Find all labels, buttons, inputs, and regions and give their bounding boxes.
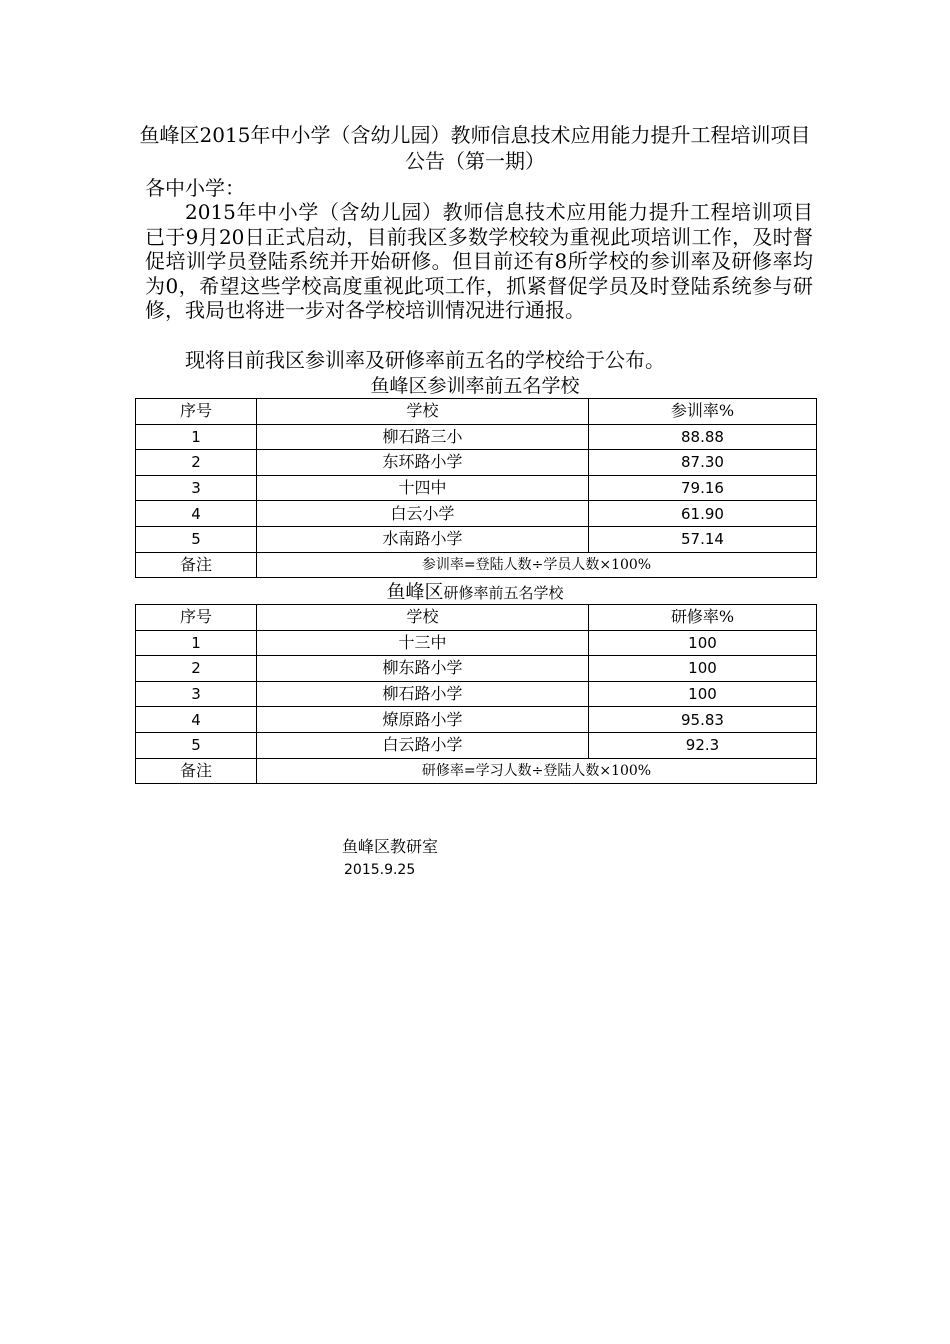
row-school: 柳石路三小 — [257, 424, 589, 450]
table-row — [136, 424, 817, 450]
row-school: 白云小学 — [257, 501, 589, 527]
table-row — [136, 732, 817, 758]
row-rate: 61.90 — [589, 501, 817, 527]
document-title: 鱼峰区2015年中小学（含幼儿园）教师信息技术应用能力提升工程培训项目公告（第一期） — [139, 123, 811, 173]
table-row — [136, 707, 817, 733]
row-index: 4 — [136, 707, 257, 733]
row-school: 柳石路小学 — [257, 681, 589, 707]
row-school: 白云路小学 — [257, 732, 589, 758]
note-formula: 研修率=学习人数÷登陆人数×100% — [257, 758, 817, 784]
row-rate: 88.88 — [589, 424, 817, 450]
row-index: 2 — [136, 450, 257, 476]
body-paragraph-2: 现将目前我区参训率及研修率前五名的学校给于公布。 — [185, 348, 665, 372]
table-header-row — [136, 605, 817, 631]
note-label: 备注 — [136, 758, 257, 784]
note-label: 备注 — [136, 552, 257, 578]
header-rate: 参训率% — [589, 399, 817, 425]
row-rate: 100 — [589, 630, 817, 656]
note-formula: 参训率=登陆人数÷学员人数×100% — [257, 552, 817, 578]
body-paragraph-1: 2015年中小学（含幼儿园）教师信息技术应用能力提升工程培训项目已于9月20日正式启动，目前我区多数学校较为重视此项培训工作，及时督促培训学员登陆系统并开始研修。但目前还有8所学校的参训率及研修率均为0，希望这些学校高度重视此项工作，抓紧督促学员及时登陆系统参与研修，我局也将进一步对各学校培训情况进行通报。 — [145, 200, 813, 322]
row-index: 5 — [136, 732, 257, 758]
header-index: 序号 — [136, 605, 257, 631]
table-row — [136, 450, 817, 476]
row-school: 燎原路小学 — [257, 707, 589, 733]
table-row — [136, 630, 817, 656]
row-index: 1 — [136, 424, 257, 450]
row-rate: 100 — [589, 656, 817, 682]
row-index: 3 — [136, 681, 257, 707]
table-row — [136, 526, 817, 552]
table-row — [136, 681, 817, 707]
row-index: 3 — [136, 475, 257, 501]
row-school: 柳东路小学 — [257, 656, 589, 682]
table2-caption-rest: 研修率前五名学校 — [443, 584, 564, 602]
table-row — [136, 656, 817, 682]
table-note-row — [136, 758, 817, 784]
header-school: 学校 — [257, 605, 589, 631]
row-rate: 87.30 — [589, 450, 817, 476]
row-rate: 100 — [589, 681, 817, 707]
signature-office: 鱼峰区教研室 — [342, 837, 439, 856]
signature-date: 2015.9.25 — [344, 862, 416, 878]
row-rate: 79.16 — [589, 475, 817, 501]
header-school: 学校 — [257, 399, 589, 425]
table-row — [136, 475, 817, 501]
row-index: 2 — [136, 656, 257, 682]
salutation: 各中小学： — [145, 176, 245, 200]
header-index: 序号 — [136, 399, 257, 425]
table1-caption: 鱼峰区参训率前五名学校 — [370, 375, 580, 397]
table-note-row — [136, 552, 817, 578]
table2-caption — [135, 580, 815, 605]
table-row — [136, 501, 817, 527]
row-index: 4 — [136, 501, 257, 527]
table-header-row — [136, 399, 817, 425]
row-school: 十三中 — [257, 630, 589, 656]
table2-caption-prefix: 鱼峰区 — [386, 581, 444, 603]
row-index: 1 — [136, 630, 257, 656]
row-rate: 57.14 — [589, 526, 817, 552]
row-index: 5 — [136, 526, 257, 552]
row-school: 水南路小学 — [257, 526, 589, 552]
header-rate: 研修率% — [589, 605, 817, 631]
row-school: 东环路小学 — [257, 450, 589, 476]
row-rate: 95.83 — [589, 707, 817, 733]
row-school: 十四中 — [257, 475, 589, 501]
row-rate: 92.3 — [589, 732, 817, 758]
participation-rate-table — [135, 398, 817, 578]
study-rate-table — [135, 604, 817, 784]
